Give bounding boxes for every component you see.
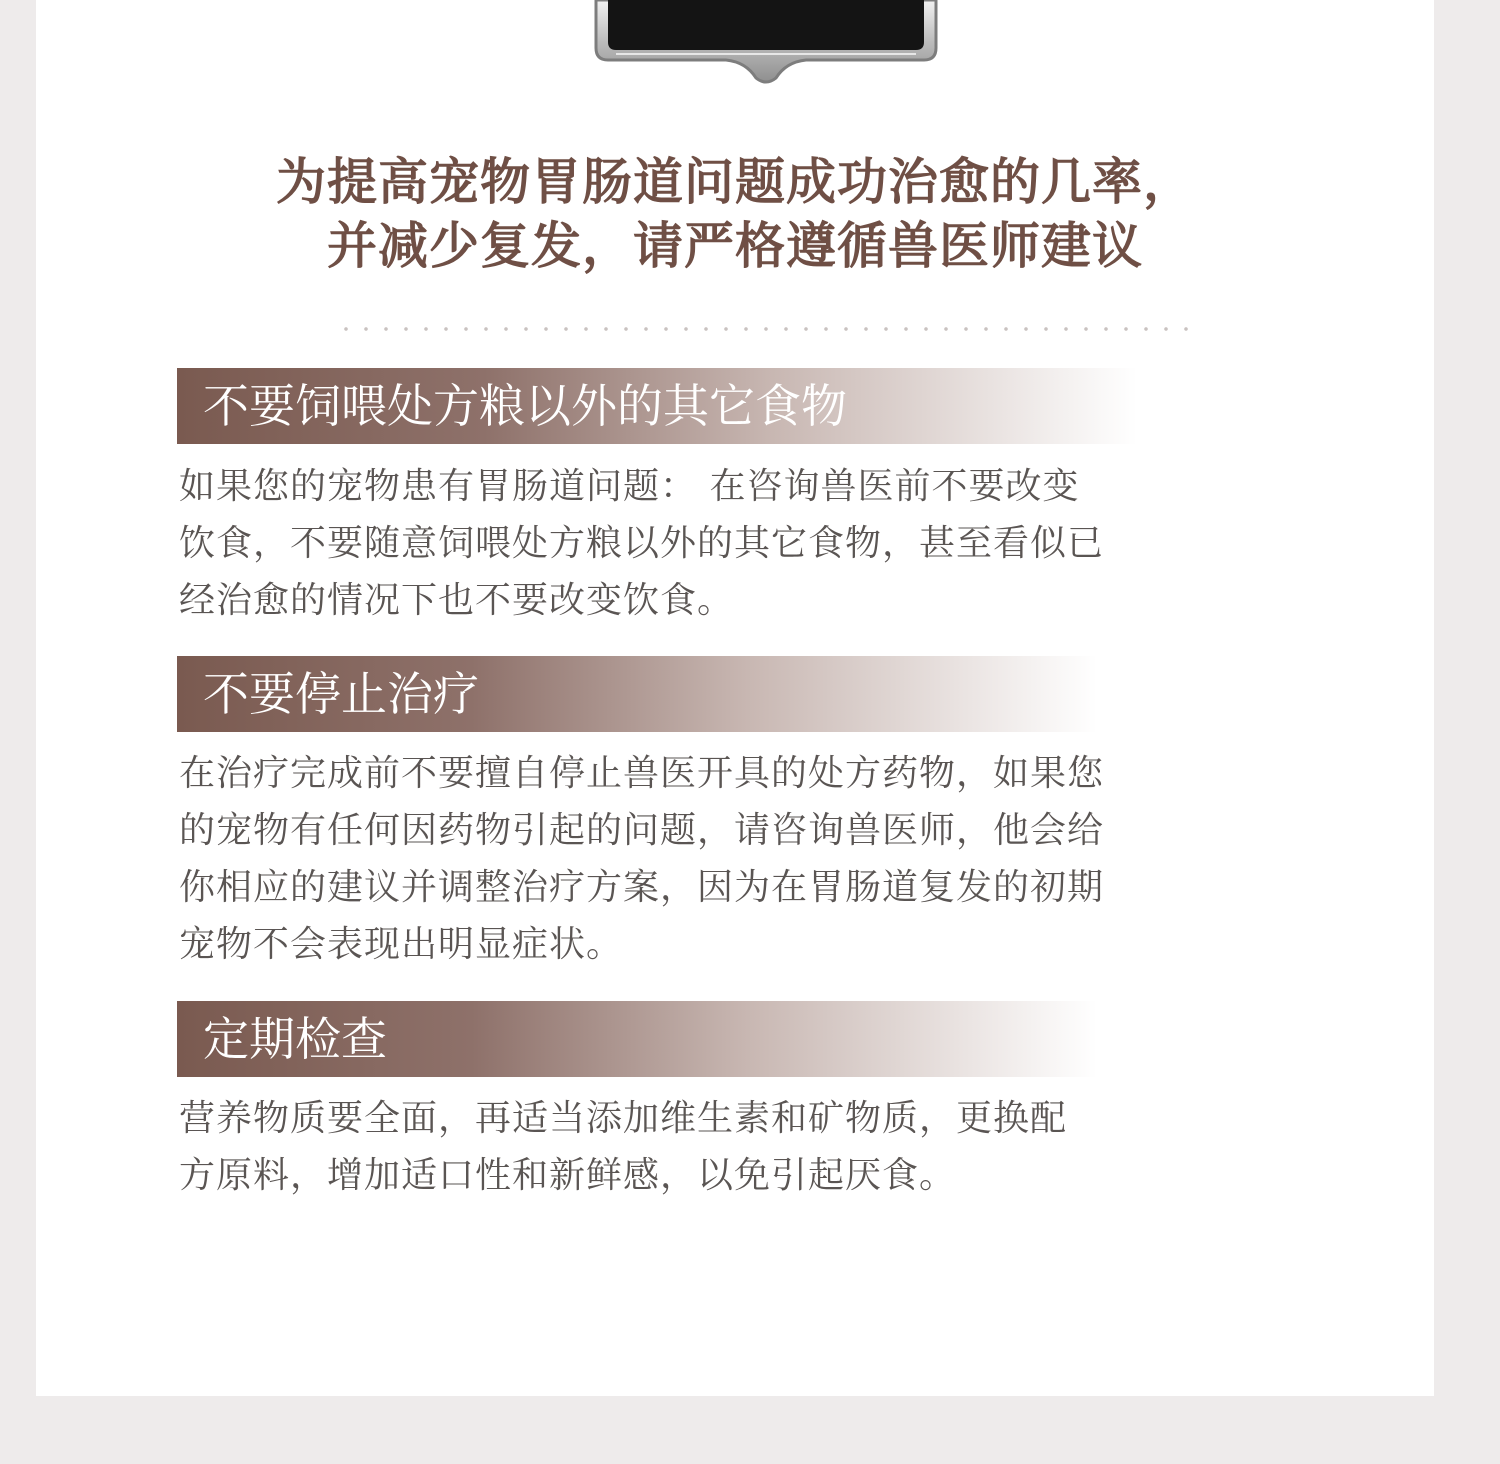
- section-title-regular-checkup: 定期检查: [177, 1001, 1097, 1077]
- page-headline: [36, 150, 1434, 278]
- section-title-do-not-stop-treatment: 不要停止治疗: [177, 656, 1097, 732]
- section-body-do-not-stop-treatment: [179, 745, 1309, 973]
- body-line: 方原料，增加适口性和新鲜感，以免引起厌食。: [179, 1155, 957, 1196]
- body-line: 经治愈的情况下也不要改变饮食。: [179, 580, 735, 621]
- body-line: 饮食，不要随意饲喂处方粮以外的其它食物，甚至看似已: [179, 523, 1105, 564]
- content-card: [36, 0, 1434, 1396]
- body-line: 你相应的建议并调整治疗方案，因为在胃肠道复发的初期: [179, 867, 1105, 908]
- clipboard-clip-graphic: [556, 0, 976, 90]
- headline-line-2: 并减少复发，请严格遵循兽医师建议: [327, 217, 1143, 275]
- section-body-no-other-food: [179, 458, 1309, 629]
- body-line: 营养物质要全面，再适当添加维生素和矿物质，更换配: [179, 1098, 1068, 1139]
- body-line: 的宠物有任何因药物引起的问题，请咨询兽医师，他会给: [179, 810, 1105, 851]
- section-body-regular-checkup: [179, 1090, 1309, 1204]
- body-line: 在治疗完成前不要擅自停止兽医开具的处方药物，如果您: [179, 753, 1105, 794]
- headline-line-1: 为提高宠物胃肠道问题成功治愈的几率，: [276, 153, 1194, 211]
- body-line: 如果您的宠物患有胃肠道问题： 在咨询兽医前不要改变: [179, 466, 1080, 507]
- body-line: 宠物不会表现出明显症状。: [179, 924, 624, 965]
- dotted-divider: [336, 326, 1196, 332]
- section-title-no-other-food: 不要饲喂处方粮以外的其它食物: [177, 368, 1137, 444]
